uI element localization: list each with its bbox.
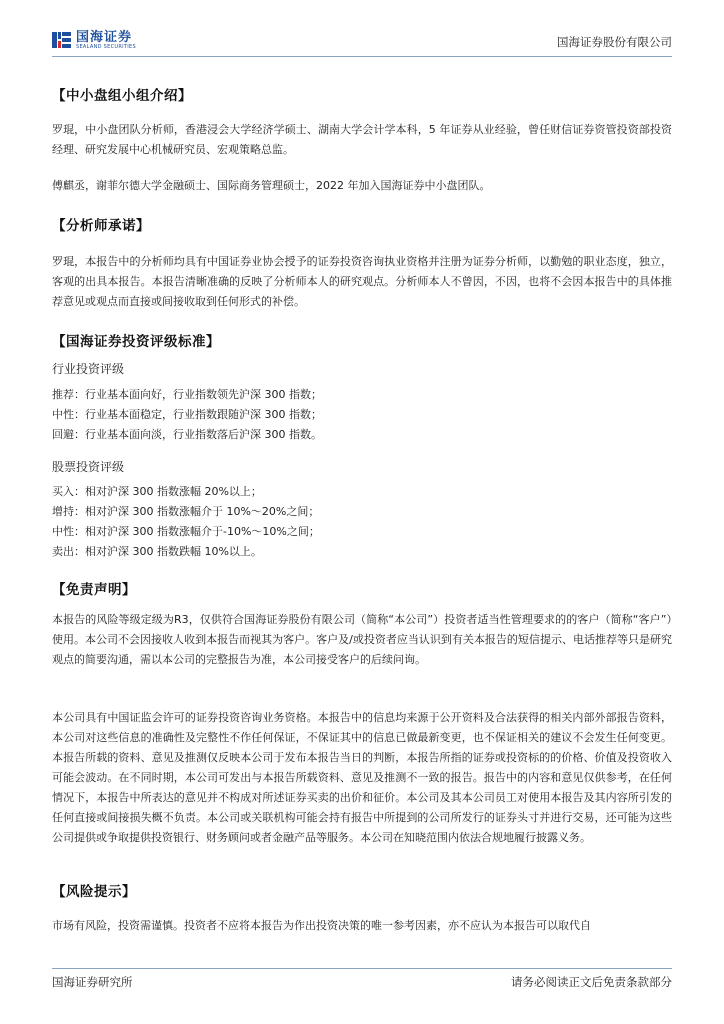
industry-rating-recommend: 推荐：行业基本面向好，行业指数领先沪深 300 指数； [52,388,322,401]
stock-rating-sell: 卖出：相对沪深 300 指数跌幅 10%以上。 [52,545,262,558]
stock-rating-overweight: 增持：相对沪深 300 指数涨幅介于 10%～20%之间； [52,505,320,518]
stock-rating-neutral: 中性：相对沪深 300 指数涨幅介于-10%～10%之间； [52,525,320,538]
industry-rating-avoid: 回避：行业基本面向淡，行业指数落后沪深 300 指数。 [52,428,322,441]
risk-text: 市场有风险，投资需谨慎。投资者不应将本报告为作出投资决策的唯一参考因素，亦不应认为本报告可以取代自 [52,919,591,932]
stock-rating-buy: 买入：相对沪深 300 指数涨幅 20%以上； [52,485,262,498]
company-logo [52,30,136,50]
sealand-logo-icon [52,30,72,50]
industry-rating-heading: 行业投资评级 [52,362,125,376]
section-title-disclaimer: 【免责声明】 [52,582,136,598]
team-intro-luokun: 罗琨，中小盘团队分析师，香港浸会大学经济学硕士、湖南大学会计学本科，5 年证券从业经验，曾任财信证券资管投资部投资经理、研究发展中心机械研究员、宏观策略总监。 [52,123,672,156]
stock-rating-heading: 股票投资评级 [52,460,125,474]
logo-english-name: SEALAND SECURITIES [76,43,136,50]
section-title-commitment: 【分析师承诺】 [52,218,150,234]
logo-chinese-name: 国海证券 [76,29,133,45]
disclaimer-paragraph-2: 本公司具有中国证监会许可的证券投资咨询业务资格。本报告中的信息均来源于公开资料及合法获得的相关内部外部报告资料，本公司对这些信息的准确性及完整性不作任何保证，不保证其中的信息已做最新变更，也不保证相关的建议不会发生任何变更。本报告所载的资料、意见及推测仅反映本公司于发布本报告当日的判断，本报告所指的证券或投资标的的价格、价值及投资收入可能会波动。在不同时期，本公司可发出与本报告所载资料、意见及推测不一致的报告。报告中的内容和意见仅供参考，在任何情况下，本报告中所表达的意见并不构成对所述证券买卖的出价和征价。本公司及其本公司员工对使用本报告及其内容所引发的任何直接或间接损失概不负责。本公司或关联机构可能会持有报告中所提到的公司所发行的证券头寸并进行交易，还可能为这些公司提供或争取提供投资银行、财务顾问或者金融产品等服务。本公司在知晓范围内依法合规地履行披露义务。 [52,711,672,844]
section-title-risk: 【风险提示】 [52,884,136,900]
commitment-text: 罗琨，本报告中的分析师均具有中国证券业协会授予的证券投资咨询执业资格并注册为证券分析师，以勤勉的职业态度，独立，客观的出具本报告。本报告清晰准确的反映了分析师本人的研究观点。分析师本人不曾因，不因，也将不会因本报告中的具体推荐意见或观点而直接或间接收取到任何形式的补偿。 [52,255,672,308]
team-intro-fuqicheng: 傅麒丞，谢菲尔德大学金融硕士、国际商务管理硕士，2022 年加入国海证券中小盘团队。 [52,179,491,192]
industry-rating-neutral: 中性：行业基本面稳定，行业指数跟随沪深 300 指数； [52,408,322,421]
header-divider [52,56,672,57]
footer-disclaimer-note: 请务必阅读正文后免责条款部分 [511,975,672,989]
section-title-rating: 【国海证券投资评级标准】 [52,334,220,350]
footer-divider [52,968,672,969]
section-title-team: 【中小盘组小组介绍】 [52,88,192,104]
page-header [52,28,672,56]
footer-institute: 国海证券研究所 [52,975,133,989]
header-company-name: 国海证券股份有限公司 [557,35,672,49]
disclaimer-paragraph-1: 本报告的风险等级定级为R3，仅供符合国海证券股份有限公司（简称“本公司”）投资者适当性管理要求的的客户（简称“客户”）使用。本公司不会因接收人收到本报告而视其为客户。客户及/或投资者应当认识到有关本报告的短信提示、电话推荐等只是研究观点的简要沟通，需以本公司的完整报告为准，本公司接受客户的后续问询。 [52,613,672,666]
